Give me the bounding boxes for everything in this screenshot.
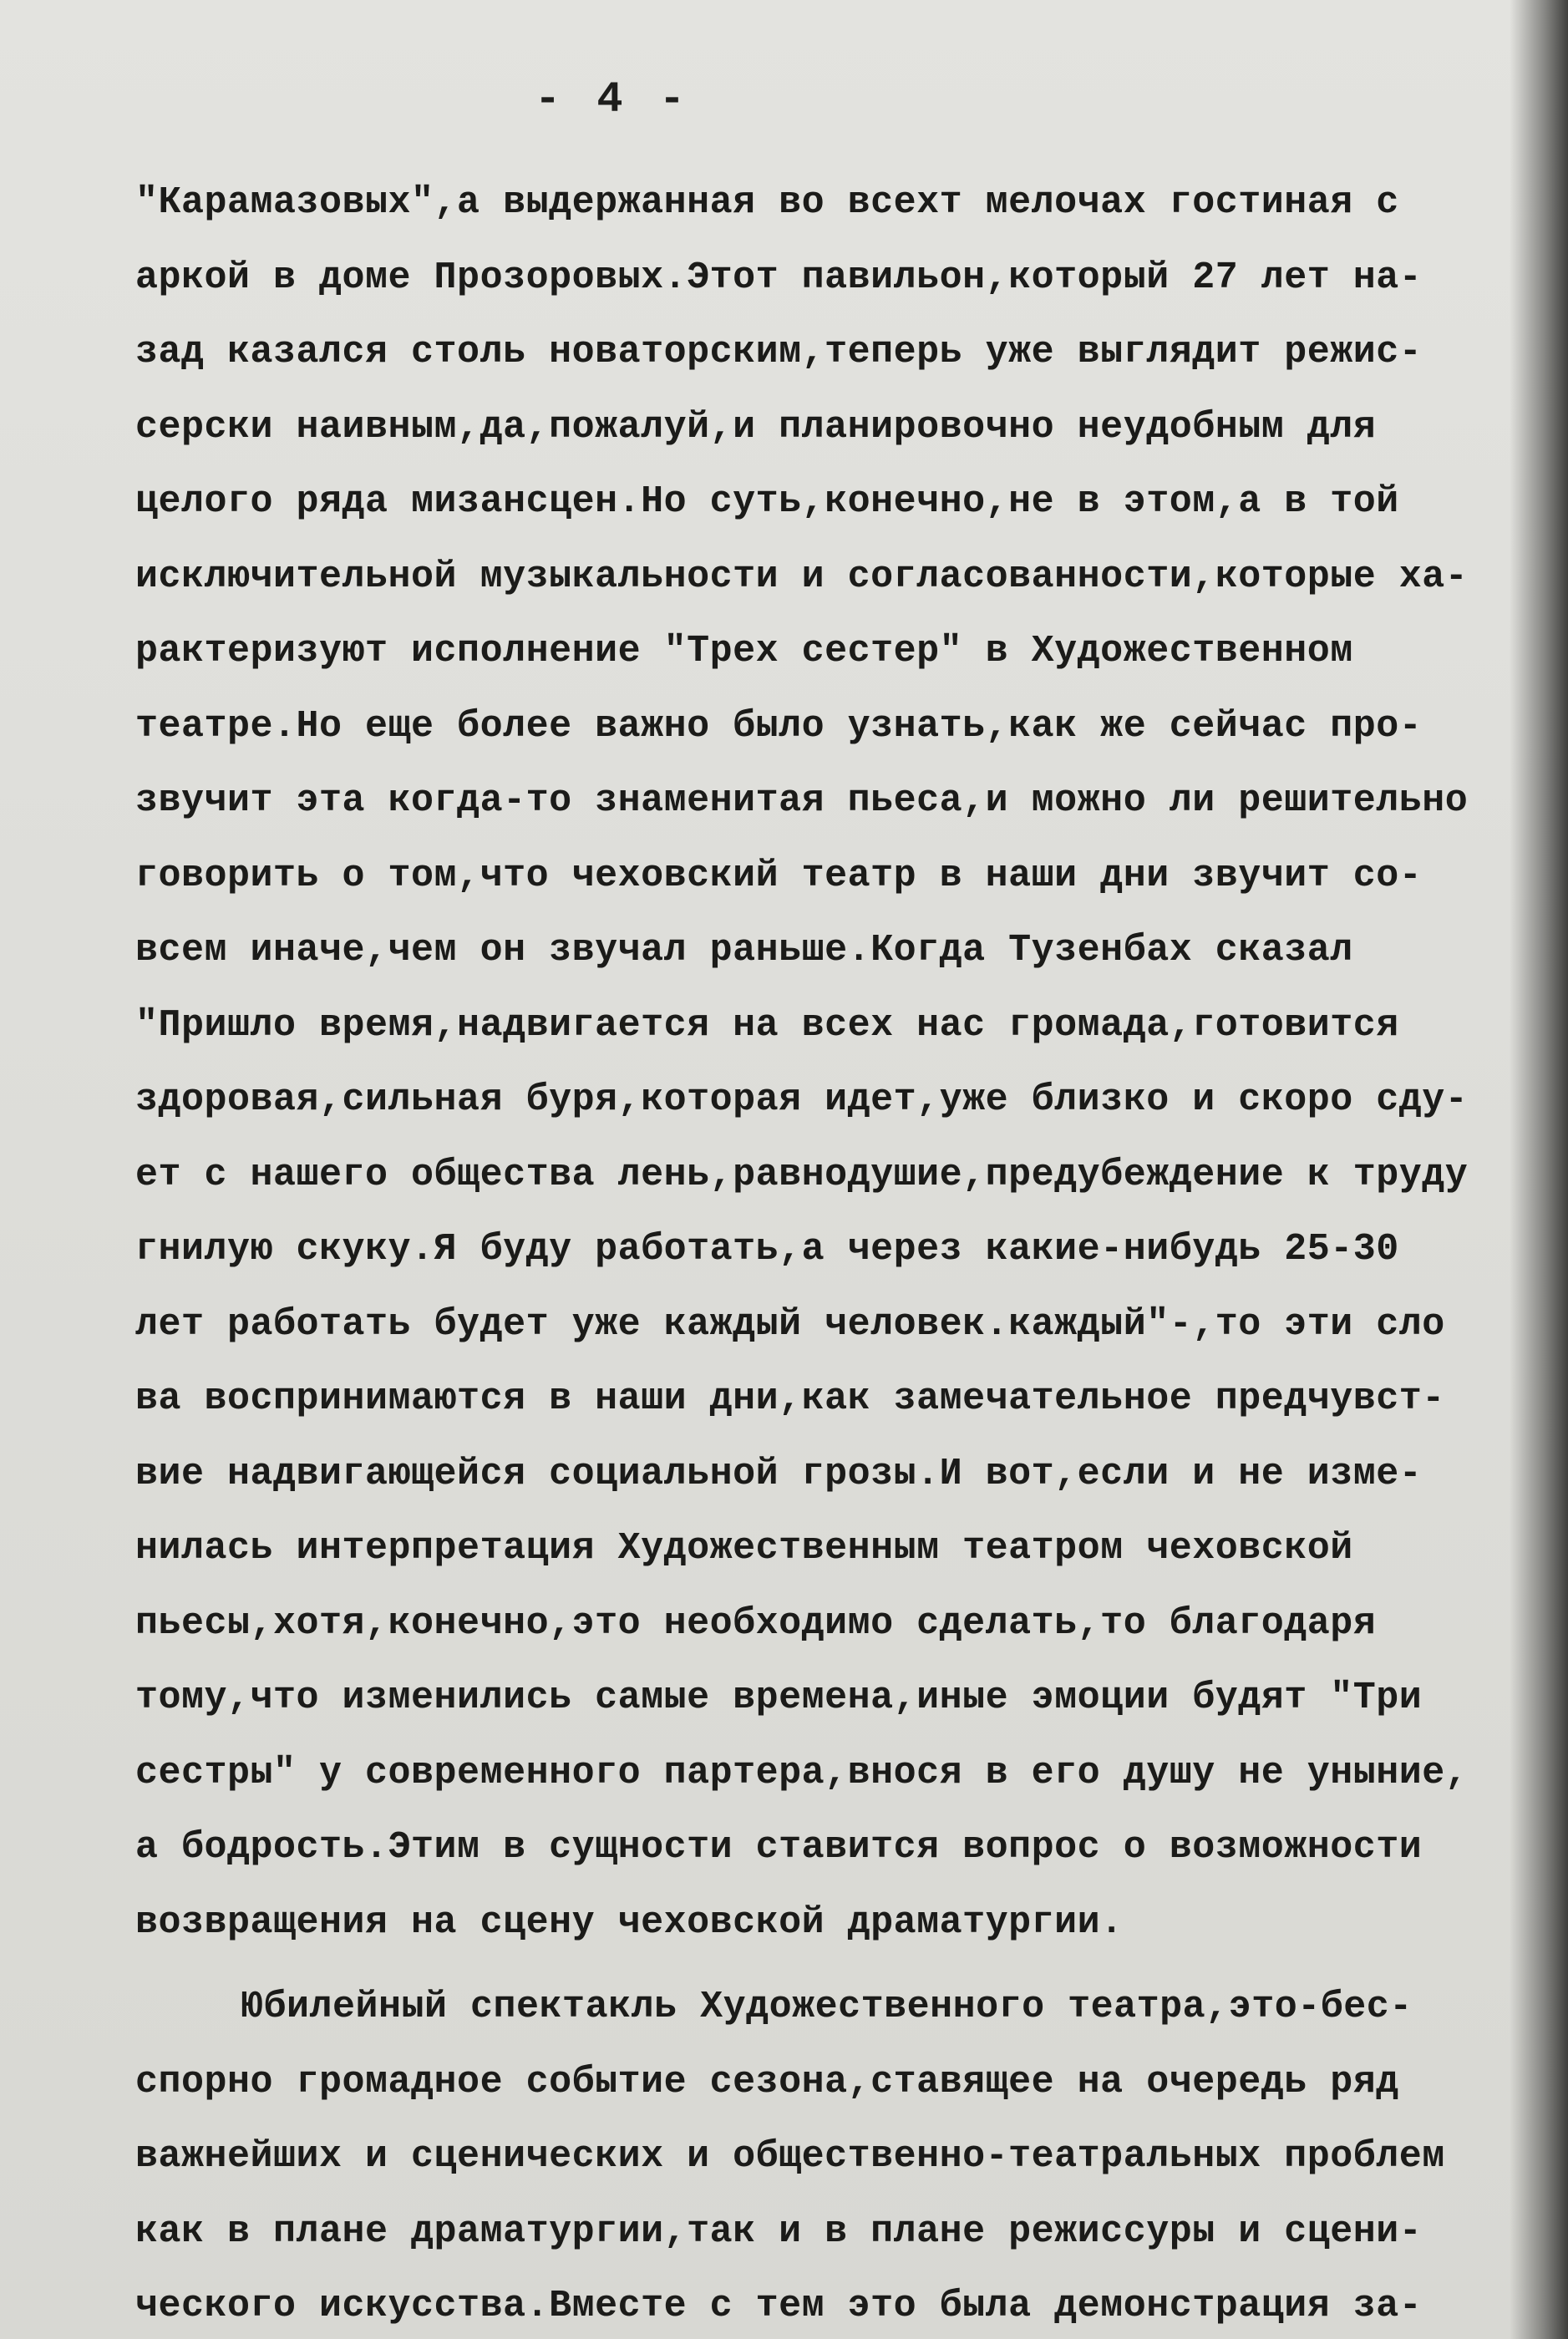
text-line: возвращения на сцену чеховской драматургии. [135,1900,1124,1944]
text-line: ва воспринимаются в наши дни,как замечательное предчувст- [135,1378,1445,1420]
text-line: говорить о том,что чеховский театр в наши дни звучит со- [135,854,1423,897]
text-line: серски наивным,да,пожалуй,и планировочно неудобным для [135,405,1377,449]
text-line: ческого искусства.Вместе с тем это была демонстрация за- [135,2285,1423,2327]
text-line: "Карамазовых",а выдержанная во всехт мелочах гостиная с [135,181,1399,224]
text-line: сестры" у современного партера,внося в его душу не уныние, [135,1751,1469,1794]
text-line: целого ряда мизансцен.Но суть,конечно,не в этом,а в той [135,480,1399,523]
text-line: "Пришло время,надвигается на всех нас громада,готовится [135,1003,1399,1047]
text-line: лет работать будет уже каждый человек.каждый"-,то эти сло [135,1302,1445,1346]
paragraph-gap [135,1960,1564,1970]
text-line: ет с нашего общества лень,равнодушие,предубеждение к труду [135,1153,1469,1196]
text-line: аркой в доме Прозоровых.Этот павильон,который 27 лет на- [135,256,1423,299]
text-line: зад казался столь новаторским,теперь уже выглядит режис- [135,331,1423,373]
text-line: важнейших и сценических и общественно-театральных проблем [135,2135,1445,2178]
paragraph-1 [135,165,1564,1960]
text-line: вие надвигающейся социальной грозы.И вот,если и не изме- [135,1452,1423,1495]
text-line: всем иначе,чем он звучал раньше.Когда Тузенбах сказал [135,929,1353,972]
text-line: как в плане драматургии,так и в плане режиссуры и сцени- [135,2210,1423,2253]
text-line: театре.Но еще более важно было узнать,как же сейчас про- [135,704,1423,748]
text-line: а бодрость.Этим в сущности ставится вопрос о возможности [135,1826,1423,1869]
text-line: нилась интерпретация Художественным театром чеховской [135,1527,1353,1570]
text-line: здоровая,сильная буря,которая идет,уже близко и скоро сду- [135,1078,1469,1121]
text-line: пьесы,хотя,конечно,это необходимо сделать,то благодаря [135,1601,1377,1645]
text-line: тому,что изменились самые времена,иные эмоции будят "Три [135,1677,1423,1719]
text-line: рактеризуют исполнение "Трех сестер" в Художественном [135,630,1353,672]
paragraph-2 [135,1970,1564,2339]
text-line: гнилую скуку.Я буду работать,а через какие-нибудь 25-30 [135,1228,1399,1271]
text-line: Юбилейный спектакль Художественного театра,это-бес- [241,1986,1413,2028]
page-number: - 4 - [535,75,691,124]
body-text [135,165,1564,2339]
text-line: исключительной музыкальности и согласованности,которые ха- [135,555,1469,598]
text-line: звучит эта когда-то знаменитая пьеса,и можно ли решительно [135,779,1469,822]
text-line: спорно громадное событие сезона,ставящее на очередь ряд [135,2060,1399,2103]
